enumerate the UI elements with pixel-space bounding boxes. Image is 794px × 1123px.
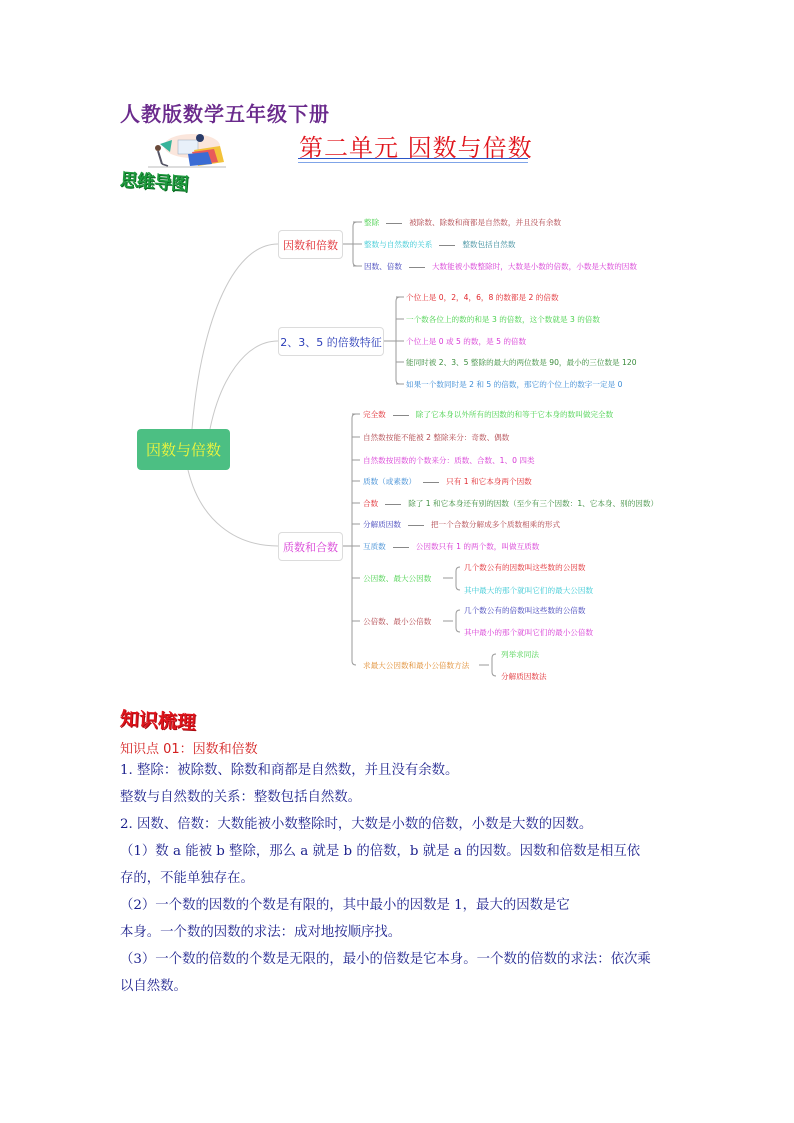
leaf-detail: 把一个合数分解成多个质数相乘的形式	[430, 520, 561, 529]
sub-leaf-item: 分解质因数法	[501, 672, 547, 681]
leaf-detail: 除了它本身以外所有的因数的和等于它本身的数叫做完全数	[415, 410, 614, 419]
leaf-item	[363, 409, 613, 420]
leaf-item: 能同时被 2、3、5 整除的最大的两位数是 90，最小的三位数是 120	[406, 358, 637, 367]
leaf-detail: 除了 1 和它本身还有别的因数（至少有三个因数：1、它本身、别的因数）	[408, 499, 659, 508]
body-line: （2）一个数的因数的个数是有限的，其中最小的因数是 1，最大的因数是它	[120, 898, 570, 913]
leaf-item	[364, 217, 561, 228]
body-line: 1. 整除：被除数、除数和商都是自然数，并且没有余数。	[120, 763, 459, 778]
leaf-item: 公倍数、最小公倍数	[363, 617, 432, 626]
branch-node-factors-multiples: 因数和倍数	[278, 230, 343, 259]
branch-node-multiple-features: 2、3、5 的倍数特征	[278, 327, 384, 356]
book-title: 人教版数学五年级下册	[120, 102, 330, 126]
leaf-label: 因数、倍数	[364, 262, 402, 271]
knowledge-heading: 知识梳理	[119, 708, 197, 734]
leaf-item: 如果一个数同时是 2 和 5 的倍数，那它的个位上的数字一定是 0	[406, 380, 623, 389]
leaf-item	[364, 261, 637, 272]
body-line: 本身。一个数的因数的求法：成对地按顺序找。	[120, 925, 402, 940]
leaf-item: 公因数、最大公因数	[363, 574, 432, 583]
body-line: 2. 因数、倍数：大数能被小数整除时，大数是小数的倍数，小数是大数的因数。	[120, 817, 593, 832]
leaf-item: 求最大公因数和最小公倍数方法	[363, 661, 470, 670]
sub-leaf-item: 几个数公有的倍数叫这些数的公倍数	[464, 606, 586, 615]
leaf-detail: 整数包括自然数	[462, 240, 516, 249]
leaf-detail: 被除数、除数和商都是自然数，并且没有余数	[409, 218, 562, 227]
leaf-detail: 公因数只有 1 的两个数，叫做互质数	[415, 542, 540, 551]
sub-leaf-item: 几个数公有的因数叫这些数的公因数	[464, 563, 586, 572]
body-line: （1）数 a 能被 b 整除，那么 a 就是 b 的倍数，b 就是 a 的因数。因数和倍数是相互依	[120, 844, 641, 859]
leaf-item	[363, 541, 539, 552]
connector-dash	[423, 482, 439, 483]
body-line: 整数与自然数的关系：整数包括自然数。	[120, 790, 362, 805]
leaf-label: 整数与自然数的关系	[364, 240, 433, 249]
leaf-item: 自然数按因数的个数来分：质数、合数、1、0 四类	[363, 456, 535, 465]
connector-dash	[385, 504, 401, 505]
leaf-item	[363, 519, 560, 530]
leaf-label: 合数	[363, 499, 379, 508]
leaf-item: 个位上是 0，2，4，6，8 的数都是 2 的倍数	[406, 293, 559, 302]
leaf-detail: 只有 1 和它本身两个因数	[446, 477, 532, 486]
connector-dash	[409, 267, 425, 268]
leaf-label: 质数（或素数）	[363, 477, 417, 486]
leaf-item: 个位上是 0 或 5 的数，是 5 的倍数	[406, 337, 527, 346]
leaf-detail: 大数能被小数整除时，大数是小数的倍数，小数是大数的因数	[431, 262, 637, 271]
leaf-item: 一个数各位上的数的和是 3 的倍数，这个数就是 3 的倍数	[406, 315, 600, 324]
sub-leaf-item: 其中最小的那个就叫它们的最小公倍数	[464, 628, 594, 637]
leaf-label: 分解质因数	[363, 520, 401, 529]
knowledge-point-title: 知识点 01：因数和倍数	[120, 742, 258, 757]
connector-dash	[408, 525, 424, 526]
unit-title: 第二单元 因数与倍数	[299, 134, 533, 162]
leaf-label: 整除	[364, 218, 380, 227]
mindmap-label: 思维导图	[119, 169, 189, 196]
connector-dash	[386, 223, 402, 224]
connector-dash	[439, 245, 455, 246]
leaf-label: 互质数	[363, 542, 386, 551]
sub-leaf-item: 列举求同法	[501, 650, 539, 659]
body-line: （3）一个数的倍数的个数是无限的，最小的倍数是它本身。一个数的倍数的求法：依次乘	[120, 952, 651, 967]
leaf-item	[363, 498, 658, 509]
leaf-label: 完全数	[363, 410, 386, 419]
connector-dash	[393, 415, 409, 416]
sub-leaf-item: 其中最大的那个就叫它们的最大公因数	[464, 586, 594, 595]
leaf-item	[364, 239, 516, 250]
leaf-item	[363, 476, 532, 487]
body-line: 以自然数。	[120, 979, 187, 994]
leaf-item: 自然数按能不能被 2 整除来分：奇数、偶数	[363, 433, 510, 442]
connector-dash	[393, 547, 409, 548]
branch-node-prime-composite: 质数和合数	[278, 532, 343, 561]
body-line: 存的，不能单独存在。	[120, 871, 254, 886]
mindmap-root-node: 因数与倍数	[137, 429, 230, 470]
